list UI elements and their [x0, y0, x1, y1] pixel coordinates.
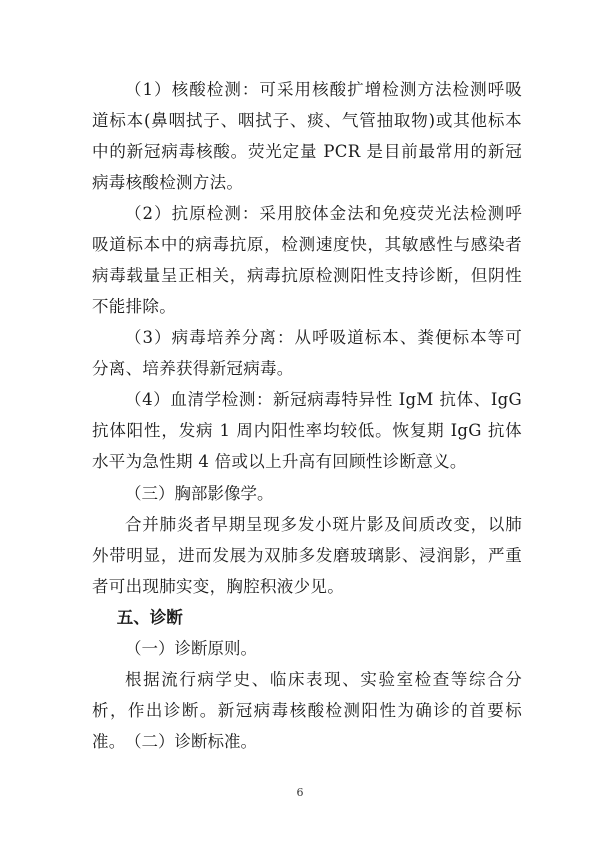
heading-diagnosis-principle: （一）诊断原则。: [125, 639, 257, 658]
paragraph-virus-culture: （3）病毒培养分离：从呼吸道标本、粪便标本等可分离、培养获得新冠病毒。: [92, 328, 522, 378]
paragraph-serology-test: （4）血清学检测：新冠病毒特异性 IgM 抗体、IgG 抗体阳性，发病 1 周内阳性率均较低。恢复期 IgG 抗体水平为急性期 4 倍或以上升高有回顾性诊断意义。: [92, 390, 522, 471]
heading-diagnosis: 五、诊断: [116, 608, 183, 627]
paragraph-nucleic-acid-test: （1）核酸检测：可采用核酸扩增检测方法检测呼吸道标本(鼻咽拭子、咽拭子、痰、气管抽取物)或其他标本中的新冠病毒核酸。荧光定量 PCR 是目前最常用的新冠病毒核酸检测方法。: [92, 80, 522, 192]
page-number: 6: [296, 786, 304, 799]
heading-diagnosis-standard: （二）诊断标准。: [125, 732, 257, 751]
paragraph-antigen-test: （2）抗原检测：采用胶体金法和免疫荧光法检测呼吸道标本中的病毒抗原，检测速度快，其敏感性与感染者病毒载量呈正相关，病毒抗原检测阳性支持诊断，但阴性不能排除。: [92, 204, 522, 316]
paragraph-diagnosis-principle: 根据流行病学史、临床表现、实验室检查等综合分析，作出诊断。新冠病毒核酸检测阳性为确诊的首要标准。: [92, 670, 522, 751]
heading-chest-imaging: （三）胸部影像学。: [125, 484, 274, 503]
paragraph-chest-imaging: 合并肺炎者早期呈现多发小斑片影及间质改变，以肺外带明显，进而发展为双肺多发磨玻璃影、浸润影，严重者可出现肺实变，胸腔积液少见。: [92, 515, 522, 596]
